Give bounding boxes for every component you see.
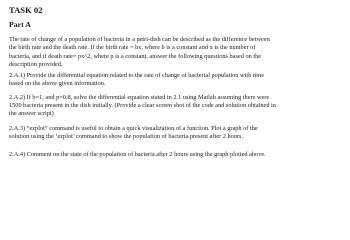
- question-2a1-line-1: 2.A.1) Provide the differential equation related to the rate of change of bacterial population with time: [9, 72, 264, 80]
- question-2a3-line-1: 2.A.3) “ezplot” command is useful to obtain a quick visualization of a function. Plot a graph of the: [9, 124, 258, 132]
- question-2a2-line-3: the answer script): [9, 110, 54, 118]
- question-2a2-line-2: 1500 bacteria present in the dish initially. (Provide a clear screen shot of the code and solution obtained in: [9, 102, 276, 110]
- question-2a4-line-1: 2.A.4) Comment on the state of the population of bacteria after 2 hours using the graph plotted above.: [9, 151, 266, 159]
- intro-line-2: the birth rate and the death rate. If the birth rate = bx, where b is a constant and x is the number of: [9, 44, 256, 52]
- intro-paragraph: [9, 36, 345, 69]
- question-2a2: [9, 94, 345, 119]
- document-page: [9, 5, 345, 160]
- intro-line-3: bacteria, and if death rate= px^2, where p is a constant, answer the following questions based on the: [9, 52, 262, 60]
- question-2a2-line-1: 2.A.2) If b=1, and p=0.8, solve the differential equation stated in 2.1 using Matlab assuming there were: [9, 93, 270, 101]
- intro-line-4: description provided.: [9, 60, 63, 68]
- task-title: TASK 02: [9, 5, 43, 15]
- part-title: Part A: [9, 20, 31, 29]
- question-2a3-line-2: solution using the ‘ezplot’ command to show the population of bacteria present after 2 hours.: [9, 132, 244, 140]
- question-2a3: [9, 125, 345, 142]
- intro-line-1: The rate of change of a population of bacteria in a petri-dish can be described as the difference between: [9, 36, 270, 43]
- question-2a4: [9, 151, 345, 159]
- question-2a1-line-2: based on the above given information.: [9, 80, 106, 88]
- question-2a1: [9, 72, 345, 89]
